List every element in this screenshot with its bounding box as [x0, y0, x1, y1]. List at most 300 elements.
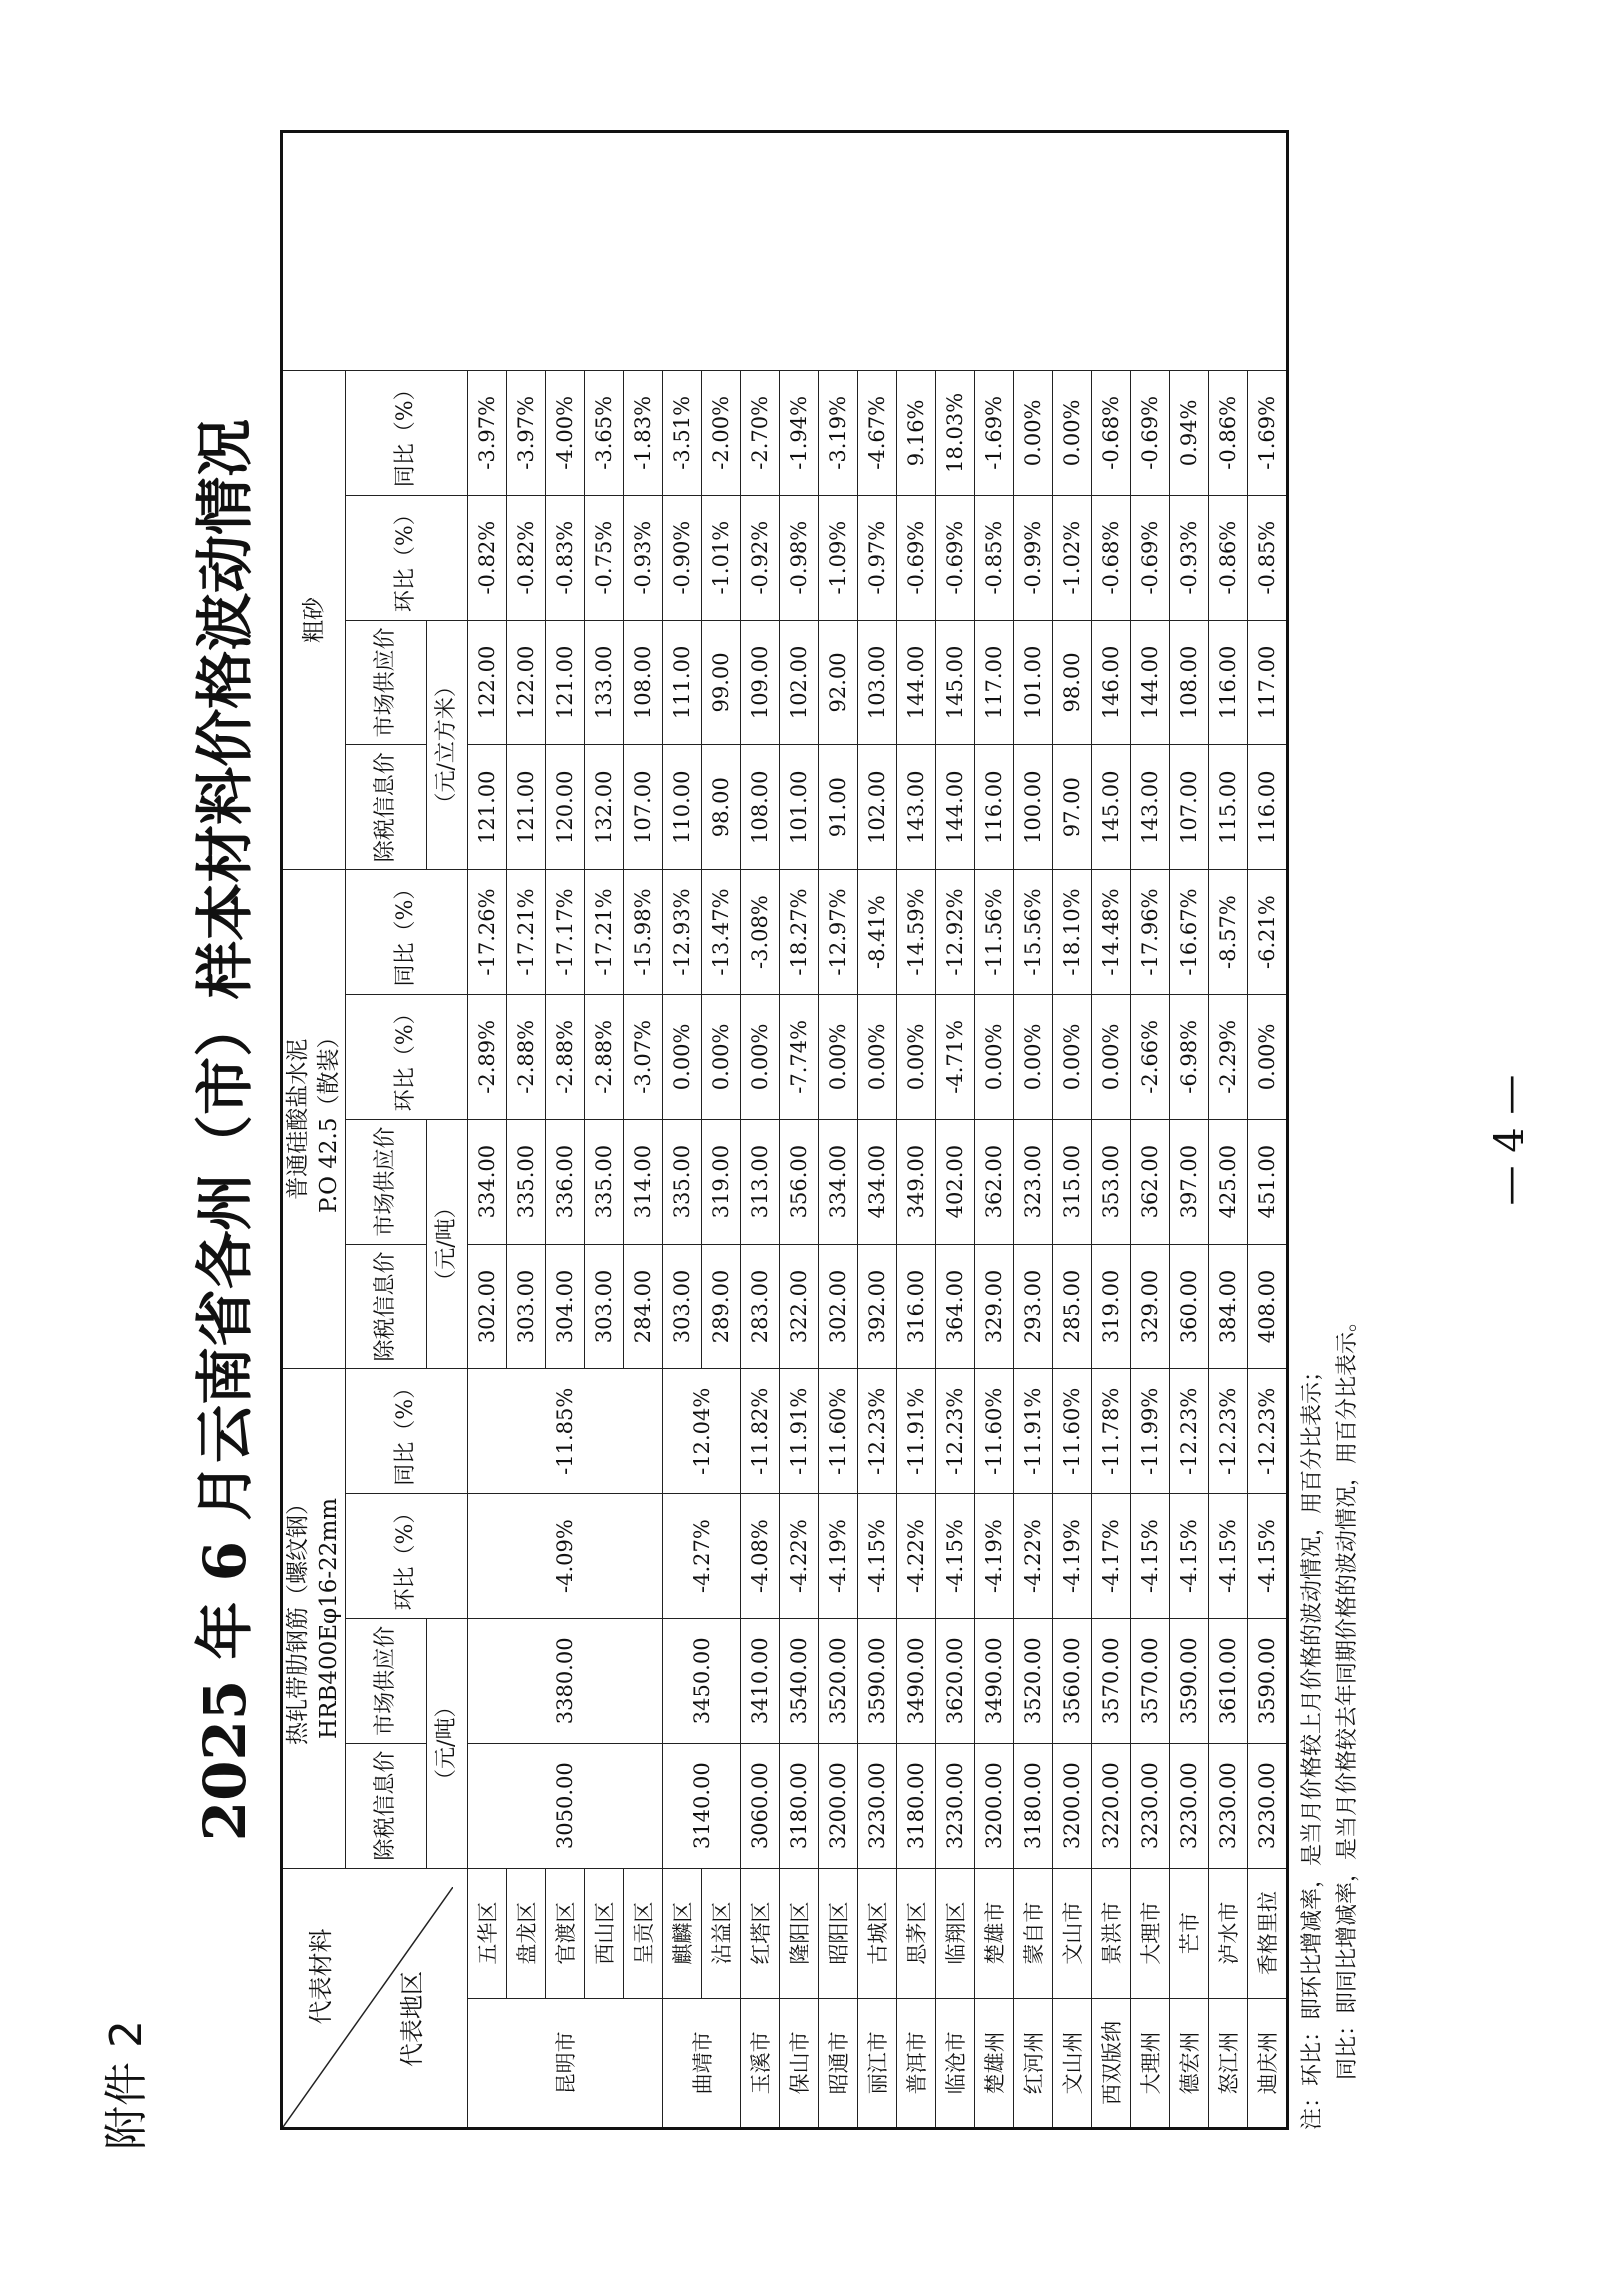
- steel-market-cell: 3490.00: [897, 1618, 936, 1743]
- steel-spec: HRB400Eφ16-22mm: [316, 1497, 343, 1739]
- cement-mom-cell: -2.29%: [1209, 994, 1248, 1119]
- steel-mom-cell: -4.22%: [1014, 1494, 1053, 1619]
- cement-mom-cell: -3.07%: [624, 994, 663, 1119]
- steel-yoy-cell: -11.78%: [1092, 1369, 1131, 1494]
- district-cell: 麒麟区: [663, 1868, 702, 1998]
- steel-mom-cell: -4.15%: [1131, 1494, 1170, 1619]
- city-cell: 曲靖市: [663, 1998, 741, 2128]
- sand-market-cell: 111.00: [663, 620, 702, 745]
- cement-mom-cell: 0.00%: [1092, 994, 1131, 1119]
- cement-yoy-cell: -15.98%: [624, 870, 663, 995]
- city-cell: 怒江州: [1209, 1998, 1248, 2128]
- sand-excl-cell: 143.00: [897, 745, 936, 870]
- sand-yoy-header: 同比（%）: [346, 370, 468, 495]
- steel-market-cell: 3590.00: [858, 1618, 897, 1743]
- cement-mom-cell: 0.00%: [819, 994, 858, 1119]
- steel-market-cell: 3590.00: [1170, 1618, 1209, 1743]
- district-cell: 古城区: [858, 1868, 897, 1998]
- sand-yoy-cell: -3.51%: [663, 370, 702, 495]
- steel-excl-cell: 3230.00: [858, 1743, 897, 1868]
- cement-excl-header: 除税信息价: [346, 1244, 427, 1369]
- sand-group-header: [282, 370, 346, 869]
- cement-excl-cell: 384.00: [1209, 1244, 1248, 1369]
- sand-mom-cell: -0.82%: [468, 495, 507, 620]
- city-cell: 昭通市: [819, 1998, 858, 2128]
- footnote-yoy: 同比：即同比增减率，是当月价格较去年同期价格的波动情况，用百分比表示。: [1335, 1309, 1361, 2080]
- steel-excl-cell: 3230.00: [936, 1743, 975, 1868]
- cement-mom-cell: 0.00%: [663, 994, 702, 1119]
- cement-mom-cell: 0.00%: [741, 994, 780, 1119]
- cement-excl-cell: 283.00: [741, 1244, 780, 1369]
- sand-excl-cell: 101.00: [780, 745, 819, 870]
- sand-market-cell: 99.00: [702, 620, 741, 745]
- price-table: [280, 130, 1289, 2130]
- steel-market-cell: 3520.00: [819, 1618, 858, 1743]
- steel-yoy-cell: -11.60%: [819, 1369, 858, 1494]
- sand-mom-cell: -0.85%: [1248, 495, 1288, 620]
- cement-yoy-cell: -3.08%: [741, 870, 780, 995]
- district-cell: 西山区: [585, 1868, 624, 1998]
- cement-excl-cell: 360.00: [1170, 1244, 1209, 1369]
- steel-market-cell: 3520.00: [1014, 1618, 1053, 1743]
- cement-market-cell: 323.00: [1014, 1119, 1053, 1244]
- sand-mom-cell: -0.86%: [1209, 495, 1248, 620]
- cement-excl-cell: 322.00: [780, 1244, 819, 1369]
- steel-market-cell: 3380.00: [468, 1618, 663, 1743]
- city-cell: 普洱市: [897, 1998, 936, 2128]
- steel-mom-cell: -4.27%: [663, 1494, 741, 1619]
- cement-market-cell: 313.00: [741, 1119, 780, 1244]
- steel-excl-cell: 3220.00: [1092, 1743, 1131, 1868]
- sand-market-cell: 144.00: [897, 620, 936, 745]
- sand-market-cell: 145.00: [936, 620, 975, 745]
- cement-market-cell: 315.00: [1053, 1119, 1092, 1244]
- sand-yoy-cell: -1.69%: [1248, 370, 1288, 495]
- sand-mom-cell: -1.01%: [702, 495, 741, 620]
- cement-mom-cell: 0.00%: [1014, 994, 1053, 1119]
- cement-market-cell: 334.00: [468, 1119, 507, 1244]
- steel-market-cell: 3610.00: [1209, 1618, 1248, 1743]
- sand-yoy-cell: -2.00%: [702, 370, 741, 495]
- sand-yoy-cell: -4.67%: [858, 370, 897, 495]
- sand-market-cell: 98.00: [1053, 620, 1092, 745]
- sand-excl-cell: 144.00: [936, 745, 975, 870]
- cement-market-cell: 402.00: [936, 1119, 975, 1244]
- steel-mom-cell: -4.15%: [1209, 1494, 1248, 1619]
- sand-yoy-cell: -2.70%: [741, 370, 780, 495]
- sand-market-cell: 101.00: [1014, 620, 1053, 745]
- cement-excl-cell: 408.00: [1248, 1244, 1288, 1369]
- steel-mom-cell: -4.19%: [1053, 1494, 1092, 1619]
- sand-mom-cell: -0.98%: [780, 495, 819, 620]
- rotated-page: [170, 130, 1470, 2130]
- cement-excl-cell: 284.00: [624, 1244, 663, 1369]
- district-cell: 呈贡区: [624, 1868, 663, 1998]
- sand-market-cell: 116.00: [1209, 620, 1248, 745]
- city-cell: 楚雄州: [975, 1998, 1014, 2128]
- sand-name: 粗砂: [300, 597, 327, 644]
- steel-excl-cell: 3230.00: [1131, 1743, 1170, 1868]
- steel-yoy-cell: -11.91%: [780, 1369, 819, 1494]
- steel-mom-cell: -4.22%: [780, 1494, 819, 1619]
- cement-mom-cell: 0.00%: [975, 994, 1014, 1119]
- cement-market-cell: 362.00: [1131, 1119, 1170, 1244]
- table-row: [663, 132, 702, 2129]
- sand-excl-cell: 143.00: [1131, 745, 1170, 870]
- table-row: [468, 132, 507, 2129]
- sand-yoy-cell: 0.94%: [1170, 370, 1209, 495]
- cement-name: 普通硅酸盐水泥: [285, 1038, 311, 1200]
- sand-yoy-cell: -3.65%: [585, 370, 624, 495]
- sand-yoy-cell: 9.16%: [897, 370, 936, 495]
- sand-mom-cell: -0.93%: [1170, 495, 1209, 620]
- city-cell: 迪庆州: [1248, 1998, 1288, 2128]
- district-cell: 红塔区: [741, 1868, 780, 1998]
- steel-yoy-cell: -12.23%: [1248, 1369, 1288, 1494]
- attachment-label: 附件 2: [101, 2020, 152, 2150]
- steel-mom-cell: -4.15%: [1248, 1494, 1288, 1619]
- district-cell: 文山市: [1053, 1868, 1092, 1998]
- cement-market-cell: 362.00: [975, 1119, 1014, 1244]
- steel-yoy-cell: -11.85%: [468, 1369, 663, 1494]
- cement-yoy-cell: -17.17%: [546, 870, 585, 995]
- cement-excl-cell: 319.00: [1092, 1244, 1131, 1369]
- steel-excl-cell: 3050.00: [468, 1743, 663, 1868]
- sand-excl-cell: 116.00: [1248, 745, 1288, 870]
- city-cell: 红河州: [1014, 1998, 1053, 2128]
- cement-excl-cell: 285.00: [1053, 1244, 1092, 1369]
- cement-market-cell: 349.00: [897, 1119, 936, 1244]
- table-row: [780, 132, 819, 2129]
- cement-excl-cell: 302.00: [468, 1244, 507, 1369]
- sand-market-cell: 92.00: [819, 620, 858, 745]
- sand-excl-cell: 108.00: [741, 745, 780, 870]
- table-row: [741, 132, 780, 2129]
- city-cell: 西双版纳: [1092, 1998, 1131, 2128]
- steel-mom-cell: -4.19%: [975, 1494, 1014, 1619]
- cement-market-cell: 334.00: [819, 1119, 858, 1244]
- sand-yoy-cell: -1.69%: [975, 370, 1014, 495]
- footnote-mom: 注：环比：即环比增减率，是当月价格较上月价格的波动情况，用百分比表示；: [1300, 1359, 1326, 2130]
- cement-mom-cell: -2.66%: [1131, 994, 1170, 1119]
- city-cell: 玉溪市: [741, 1998, 780, 2128]
- cement-market-cell: 335.00: [663, 1119, 702, 1244]
- sand-excl-header: 除税信息价: [346, 745, 427, 870]
- steel-yoy-cell: -12.23%: [936, 1369, 975, 1494]
- steel-yoy-cell: -12.23%: [1209, 1369, 1248, 1494]
- cement-yoy-cell: -8.41%: [858, 870, 897, 995]
- sand-market-cell: 117.00: [975, 620, 1014, 745]
- steel-market-cell: 3410.00: [741, 1618, 780, 1743]
- steel-excl-header: 除税信息价: [346, 1743, 427, 1868]
- cement-excl-cell: 303.00: [507, 1244, 546, 1369]
- cement-excl-cell: 392.00: [858, 1244, 897, 1369]
- cement-yoy-cell: -12.97%: [819, 870, 858, 995]
- steel-yoy-cell: -12.04%: [663, 1369, 741, 1494]
- sand-yoy-cell: -1.83%: [624, 370, 663, 495]
- sand-excl-cell: 107.00: [624, 745, 663, 870]
- cement-yoy-cell: -16.67%: [1170, 870, 1209, 995]
- steel-excl-cell: 3230.00: [1170, 1743, 1209, 1868]
- district-cell: 芒市: [1170, 1868, 1209, 1998]
- district-cell: 官渡区: [546, 1868, 585, 1998]
- sand-mom-header: 环比（%）: [346, 495, 468, 620]
- cement-market-cell: 425.00: [1209, 1119, 1248, 1244]
- cement-market-cell: 434.00: [858, 1119, 897, 1244]
- district-cell: 思茅区: [897, 1868, 936, 1998]
- sand-yoy-cell: -3.19%: [819, 370, 858, 495]
- steel-yoy-cell: -12.23%: [858, 1369, 897, 1494]
- cement-mom-cell: 0.00%: [702, 994, 741, 1119]
- steel-excl-cell: 3200.00: [819, 1743, 858, 1868]
- cement-yoy-cell: -14.59%: [897, 870, 936, 995]
- cement-mom-cell: -2.88%: [546, 994, 585, 1119]
- table-row: [975, 132, 1014, 2129]
- cement-mom-cell: 0.00%: [858, 994, 897, 1119]
- city-cell: 昆明市: [468, 1998, 663, 2128]
- cement-mom-cell: 0.00%: [1248, 994, 1288, 1119]
- table-row: [1170, 132, 1209, 2129]
- cement-yoy-cell: -6.21%: [1248, 870, 1288, 995]
- cement-excl-cell: 329.00: [1131, 1244, 1170, 1369]
- sand-market-cell: 146.00: [1092, 620, 1131, 745]
- steel-mom-header: 环比（%）: [346, 1494, 468, 1619]
- steel-market-cell: 3590.00: [1248, 1618, 1288, 1743]
- steel-mom-cell: -4.09%: [468, 1494, 663, 1619]
- cement-yoy-cell: -17.26%: [468, 870, 507, 995]
- sand-excl-cell: 115.00: [1209, 745, 1248, 870]
- page-title: 2025 年 6 月云南省各州（市）样本材料价格波动情况: [191, 418, 259, 1842]
- cement-excl-cell: 303.00: [663, 1244, 702, 1369]
- sand-yoy-cell: -1.94%: [780, 370, 819, 495]
- table-row: [1014, 132, 1053, 2129]
- cement-market-cell: 451.00: [1248, 1119, 1288, 1244]
- cement-market-cell: 336.00: [546, 1119, 585, 1244]
- district-cell: 五华区: [468, 1868, 507, 1998]
- steel-mom-cell: -4.15%: [936, 1494, 975, 1619]
- sand-market-cell: 103.00: [858, 620, 897, 745]
- steel-yoy-cell: -11.60%: [1053, 1369, 1092, 1494]
- cement-mom-cell: 0.00%: [1053, 994, 1092, 1119]
- cement-spec: P.O 42.5（散装）: [316, 1025, 343, 1213]
- steel-market-cell: 3540.00: [780, 1618, 819, 1743]
- steel-market-cell: 3450.00: [663, 1618, 741, 1743]
- steel-yoy-cell: -11.82%: [741, 1369, 780, 1494]
- cement-excl-cell: 364.00: [936, 1244, 975, 1369]
- cement-excl-cell: 304.00: [546, 1244, 585, 1369]
- cement-mom-cell: -2.89%: [468, 994, 507, 1119]
- sand-mom-cell: -0.69%: [1131, 495, 1170, 620]
- steel-market-header: 市场供应价: [346, 1618, 427, 1743]
- steel-market-cell: 3570.00: [1092, 1618, 1131, 1743]
- sand-excl-cell: 102.00: [858, 745, 897, 870]
- sand-mom-cell: -0.92%: [741, 495, 780, 620]
- sand-mom-cell: -0.69%: [936, 495, 975, 620]
- city-cell: 保山市: [780, 1998, 819, 2128]
- sand-yoy-cell: 0.00%: [1014, 370, 1053, 495]
- steel-mom-cell: -4.15%: [1170, 1494, 1209, 1619]
- sand-yoy-cell: -3.97%: [468, 370, 507, 495]
- sand-market-cell: 122.00: [507, 620, 546, 745]
- cement-yoy-cell: -15.56%: [1014, 870, 1053, 995]
- district-cell: 香格里拉: [1248, 1868, 1288, 1998]
- cement-market-cell: 356.00: [780, 1119, 819, 1244]
- sand-market-cell: 122.00: [468, 620, 507, 745]
- cement-market-cell: 353.00: [1092, 1119, 1131, 1244]
- steel-yoy-header: 同比（%）: [346, 1369, 468, 1494]
- sand-mom-cell: -0.75%: [585, 495, 624, 620]
- steel-yoy-cell: -11.60%: [975, 1369, 1014, 1494]
- cement-yoy-cell: -13.47%: [702, 870, 741, 995]
- cement-excl-cell: 303.00: [585, 1244, 624, 1369]
- cement-yoy-cell: -17.21%: [585, 870, 624, 995]
- district-cell: 临翔区: [936, 1868, 975, 1998]
- cement-mom-cell: -4.71%: [936, 994, 975, 1119]
- sand-excl-cell: 110.00: [663, 745, 702, 870]
- steel-yoy-cell: -11.91%: [897, 1369, 936, 1494]
- steel-excl-cell: 3180.00: [897, 1743, 936, 1868]
- corner-region-label: 代表地区: [398, 1971, 427, 2067]
- footnote: [1295, 130, 1365, 2130]
- table-row: [1248, 132, 1288, 2129]
- cement-excl-cell: 302.00: [819, 1244, 858, 1369]
- district-cell: 沾益区: [702, 1868, 741, 1998]
- cement-excl-cell: 293.00: [1014, 1244, 1053, 1369]
- sand-excl-cell: 145.00: [1092, 745, 1131, 870]
- cement-market-header: 市场供应价: [346, 1119, 427, 1244]
- cement-market-cell: 319.00: [702, 1119, 741, 1244]
- cement-yoy-cell: -12.92%: [936, 870, 975, 995]
- steel-yoy-cell: -11.91%: [1014, 1369, 1053, 1494]
- sand-yoy-cell: 18.03%: [936, 370, 975, 495]
- steel-mom-cell: -4.15%: [858, 1494, 897, 1619]
- cement-market-cell: 314.00: [624, 1119, 663, 1244]
- district-cell: 隆阳区: [780, 1868, 819, 1998]
- sand-excl-cell: 91.00: [819, 745, 858, 870]
- sand-mom-cell: -0.93%: [624, 495, 663, 620]
- cement-group-header: [282, 870, 346, 1369]
- sand-yoy-cell: -0.86%: [1209, 370, 1248, 495]
- sand-mom-cell: -0.82%: [507, 495, 546, 620]
- district-cell: 盘龙区: [507, 1868, 546, 1998]
- district-cell: 景洪市: [1092, 1868, 1131, 1998]
- sand-mom-cell: -0.90%: [663, 495, 702, 620]
- steel-mom-cell: -4.17%: [1092, 1494, 1131, 1619]
- sand-excl-cell: 121.00: [468, 745, 507, 870]
- sand-market-cell: 109.00: [741, 620, 780, 745]
- city-cell: 德宏州: [1170, 1998, 1209, 2128]
- sand-mom-cell: -0.85%: [975, 495, 1014, 620]
- sand-excl-cell: 120.00: [546, 745, 585, 870]
- sand-excl-cell: 100.00: [1014, 745, 1053, 870]
- cement-mom-cell: -2.88%: [585, 994, 624, 1119]
- sand-mom-cell: -0.68%: [1092, 495, 1131, 620]
- cement-market-cell: 335.00: [507, 1119, 546, 1244]
- table-row: [936, 132, 975, 2129]
- table-row: [897, 132, 936, 2129]
- sand-excl-cell: 121.00: [507, 745, 546, 870]
- sand-market-cell: 108.00: [1170, 620, 1209, 745]
- cement-yoy-cell: -11.56%: [975, 870, 1014, 995]
- sand-excl-cell: 116.00: [975, 745, 1014, 870]
- steel-excl-cell: 3060.00: [741, 1743, 780, 1868]
- steel-mom-cell: -4.22%: [897, 1494, 936, 1619]
- cement-mom-cell: 0.00%: [897, 994, 936, 1119]
- sand-yoy-cell: -3.97%: [507, 370, 546, 495]
- cement-mom-cell: -7.74%: [780, 994, 819, 1119]
- sand-market-cell: 108.00: [624, 620, 663, 745]
- corner-material-label: 代表材料: [307, 1928, 335, 2025]
- table-row: [1131, 132, 1170, 2129]
- steel-yoy-cell: -12.23%: [1170, 1369, 1209, 1494]
- sand-yoy-cell: -0.69%: [1131, 370, 1170, 495]
- district-cell: 蒙自市: [1014, 1868, 1053, 1998]
- sand-market-header: 市场供应价: [346, 620, 427, 745]
- district-cell: 楚雄市: [975, 1868, 1014, 1998]
- cement-yoy-header: 同比（%）: [346, 870, 468, 995]
- table-row: [858, 132, 897, 2129]
- steel-excl-cell: 3200.00: [975, 1743, 1014, 1868]
- corner-header-cell: [282, 1868, 468, 2128]
- cement-yoy-cell: -17.21%: [507, 870, 546, 995]
- table-row: [1092, 132, 1131, 2129]
- cement-excl-cell: 289.00: [702, 1244, 741, 1369]
- sand-yoy-cell: -4.00%: [546, 370, 585, 495]
- sand-market-cell: 144.00: [1131, 620, 1170, 745]
- sand-market-cell: 117.00: [1248, 620, 1288, 745]
- steel-market-cell: 3560.00: [1053, 1618, 1092, 1743]
- steel-group-header: [282, 1369, 346, 1868]
- steel-market-cell: 3620.00: [936, 1618, 975, 1743]
- steel-market-cell: 3490.00: [975, 1618, 1014, 1743]
- sand-mom-cell: -0.97%: [858, 495, 897, 620]
- steel-name: 热轧带肋钢筋（螺纹钢）: [285, 1491, 311, 1745]
- sand-market-cell: 102.00: [780, 620, 819, 745]
- cement-excl-cell: 316.00: [897, 1244, 936, 1369]
- district-cell: 泸水市: [1209, 1868, 1248, 1998]
- cement-mom-cell: -2.88%: [507, 994, 546, 1119]
- steel-excl-cell: 3180.00: [1014, 1743, 1053, 1868]
- steel-excl-cell: 3230.00: [1248, 1743, 1288, 1868]
- sand-market-cell: 133.00: [585, 620, 624, 745]
- city-cell: 大理州: [1131, 1998, 1170, 2128]
- steel-market-cell: 3570.00: [1131, 1618, 1170, 1743]
- sand-mom-cell: -1.02%: [1053, 495, 1092, 620]
- cement-unit: （元/吨）: [427, 1119, 468, 1369]
- cement-yoy-cell: -17.96%: [1131, 870, 1170, 995]
- steel-excl-cell: 3200.00: [1053, 1743, 1092, 1868]
- cement-excl-cell: 329.00: [975, 1244, 1014, 1369]
- sand-excl-cell: 97.00: [1053, 745, 1092, 870]
- sand-mom-cell: -1.09%: [819, 495, 858, 620]
- page-number: — 4 —: [1487, 1074, 1533, 1206]
- cement-yoy-cell: -18.10%: [1053, 870, 1092, 995]
- sand-yoy-cell: -0.68%: [1092, 370, 1131, 495]
- sand-excl-cell: 98.00: [702, 745, 741, 870]
- sand-excl-cell: 107.00: [1170, 745, 1209, 870]
- sand-yoy-cell: 0.00%: [1053, 370, 1092, 495]
- city-cell: 文山州: [1053, 1998, 1092, 2128]
- steel-excl-cell: 3140.00: [663, 1743, 741, 1868]
- district-cell: 昭阳区: [819, 1868, 858, 1998]
- steel-yoy-cell: -11.99%: [1131, 1369, 1170, 1494]
- cement-yoy-cell: -8.57%: [1209, 870, 1248, 995]
- cement-yoy-cell: -18.27%: [780, 870, 819, 995]
- sand-market-cell: 121.00: [546, 620, 585, 745]
- cement-mom-cell: -6.98%: [1170, 994, 1209, 1119]
- cement-yoy-cell: -12.93%: [663, 870, 702, 995]
- city-cell: 丽江市: [858, 1998, 897, 2128]
